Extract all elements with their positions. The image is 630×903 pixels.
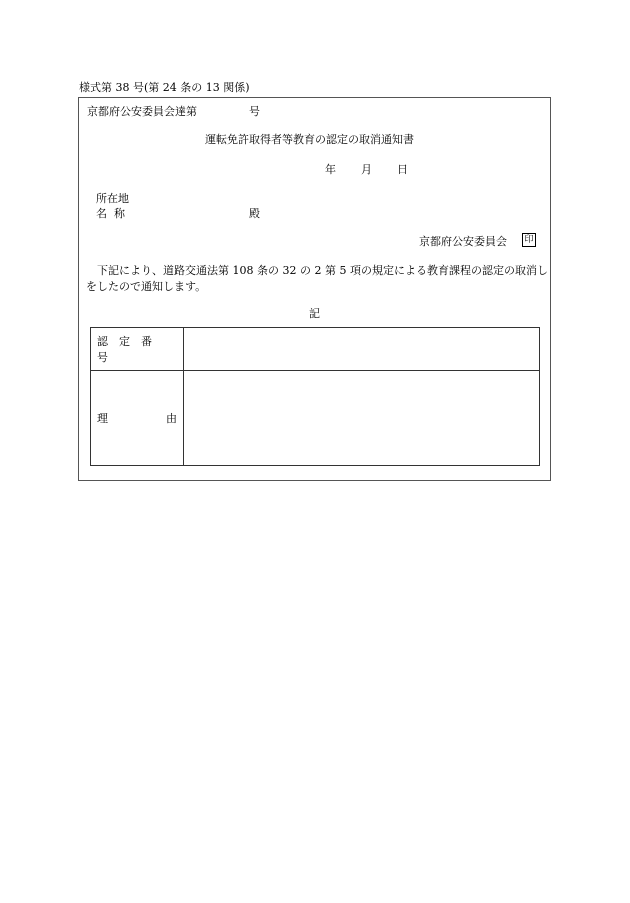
reason-label-part2: 由 <box>166 412 177 425</box>
recipient-name-label: 名称 <box>96 207 132 220</box>
certification-number-value-cell[interactable] <box>184 328 540 371</box>
notice-number-prefix: 京都府公安委員会達第 <box>87 105 197 118</box>
note-heading: 記 <box>309 307 320 320</box>
date-day: 日 <box>397 163 408 176</box>
recipient-address-label: 所在地 <box>96 192 129 205</box>
certification-number-label: 認定番号 <box>97 335 163 364</box>
reason-label-cell <box>91 371 184 466</box>
reason-label-part1: 理 <box>97 412 108 425</box>
date-month: 月 <box>361 163 372 176</box>
notice-body-text: 下記により、道路交通法第 108 条の 32 の 2 第 5 項の規定による教育課程の認定の取消しをしたので通知します。 <box>86 264 548 293</box>
date-year: 年 <box>325 163 336 176</box>
table-row <box>91 328 540 371</box>
recipient-honorific: 殿 <box>249 207 260 220</box>
certification-number-label-cell <box>91 328 184 371</box>
table-row <box>91 371 540 466</box>
document-title: 運転免許取得者等教育の認定の取消通知書 <box>205 133 414 146</box>
notice-number-suffix: 号 <box>249 105 260 118</box>
form-number-label: 様式第 38 号(第 24 条の 13 関係) <box>79 81 250 94</box>
reason-value-cell[interactable] <box>184 371 540 466</box>
details-table <box>90 327 540 466</box>
seal-mark: 印 <box>522 233 536 247</box>
issuer-name: 京都府公安委員会 <box>419 235 507 248</box>
